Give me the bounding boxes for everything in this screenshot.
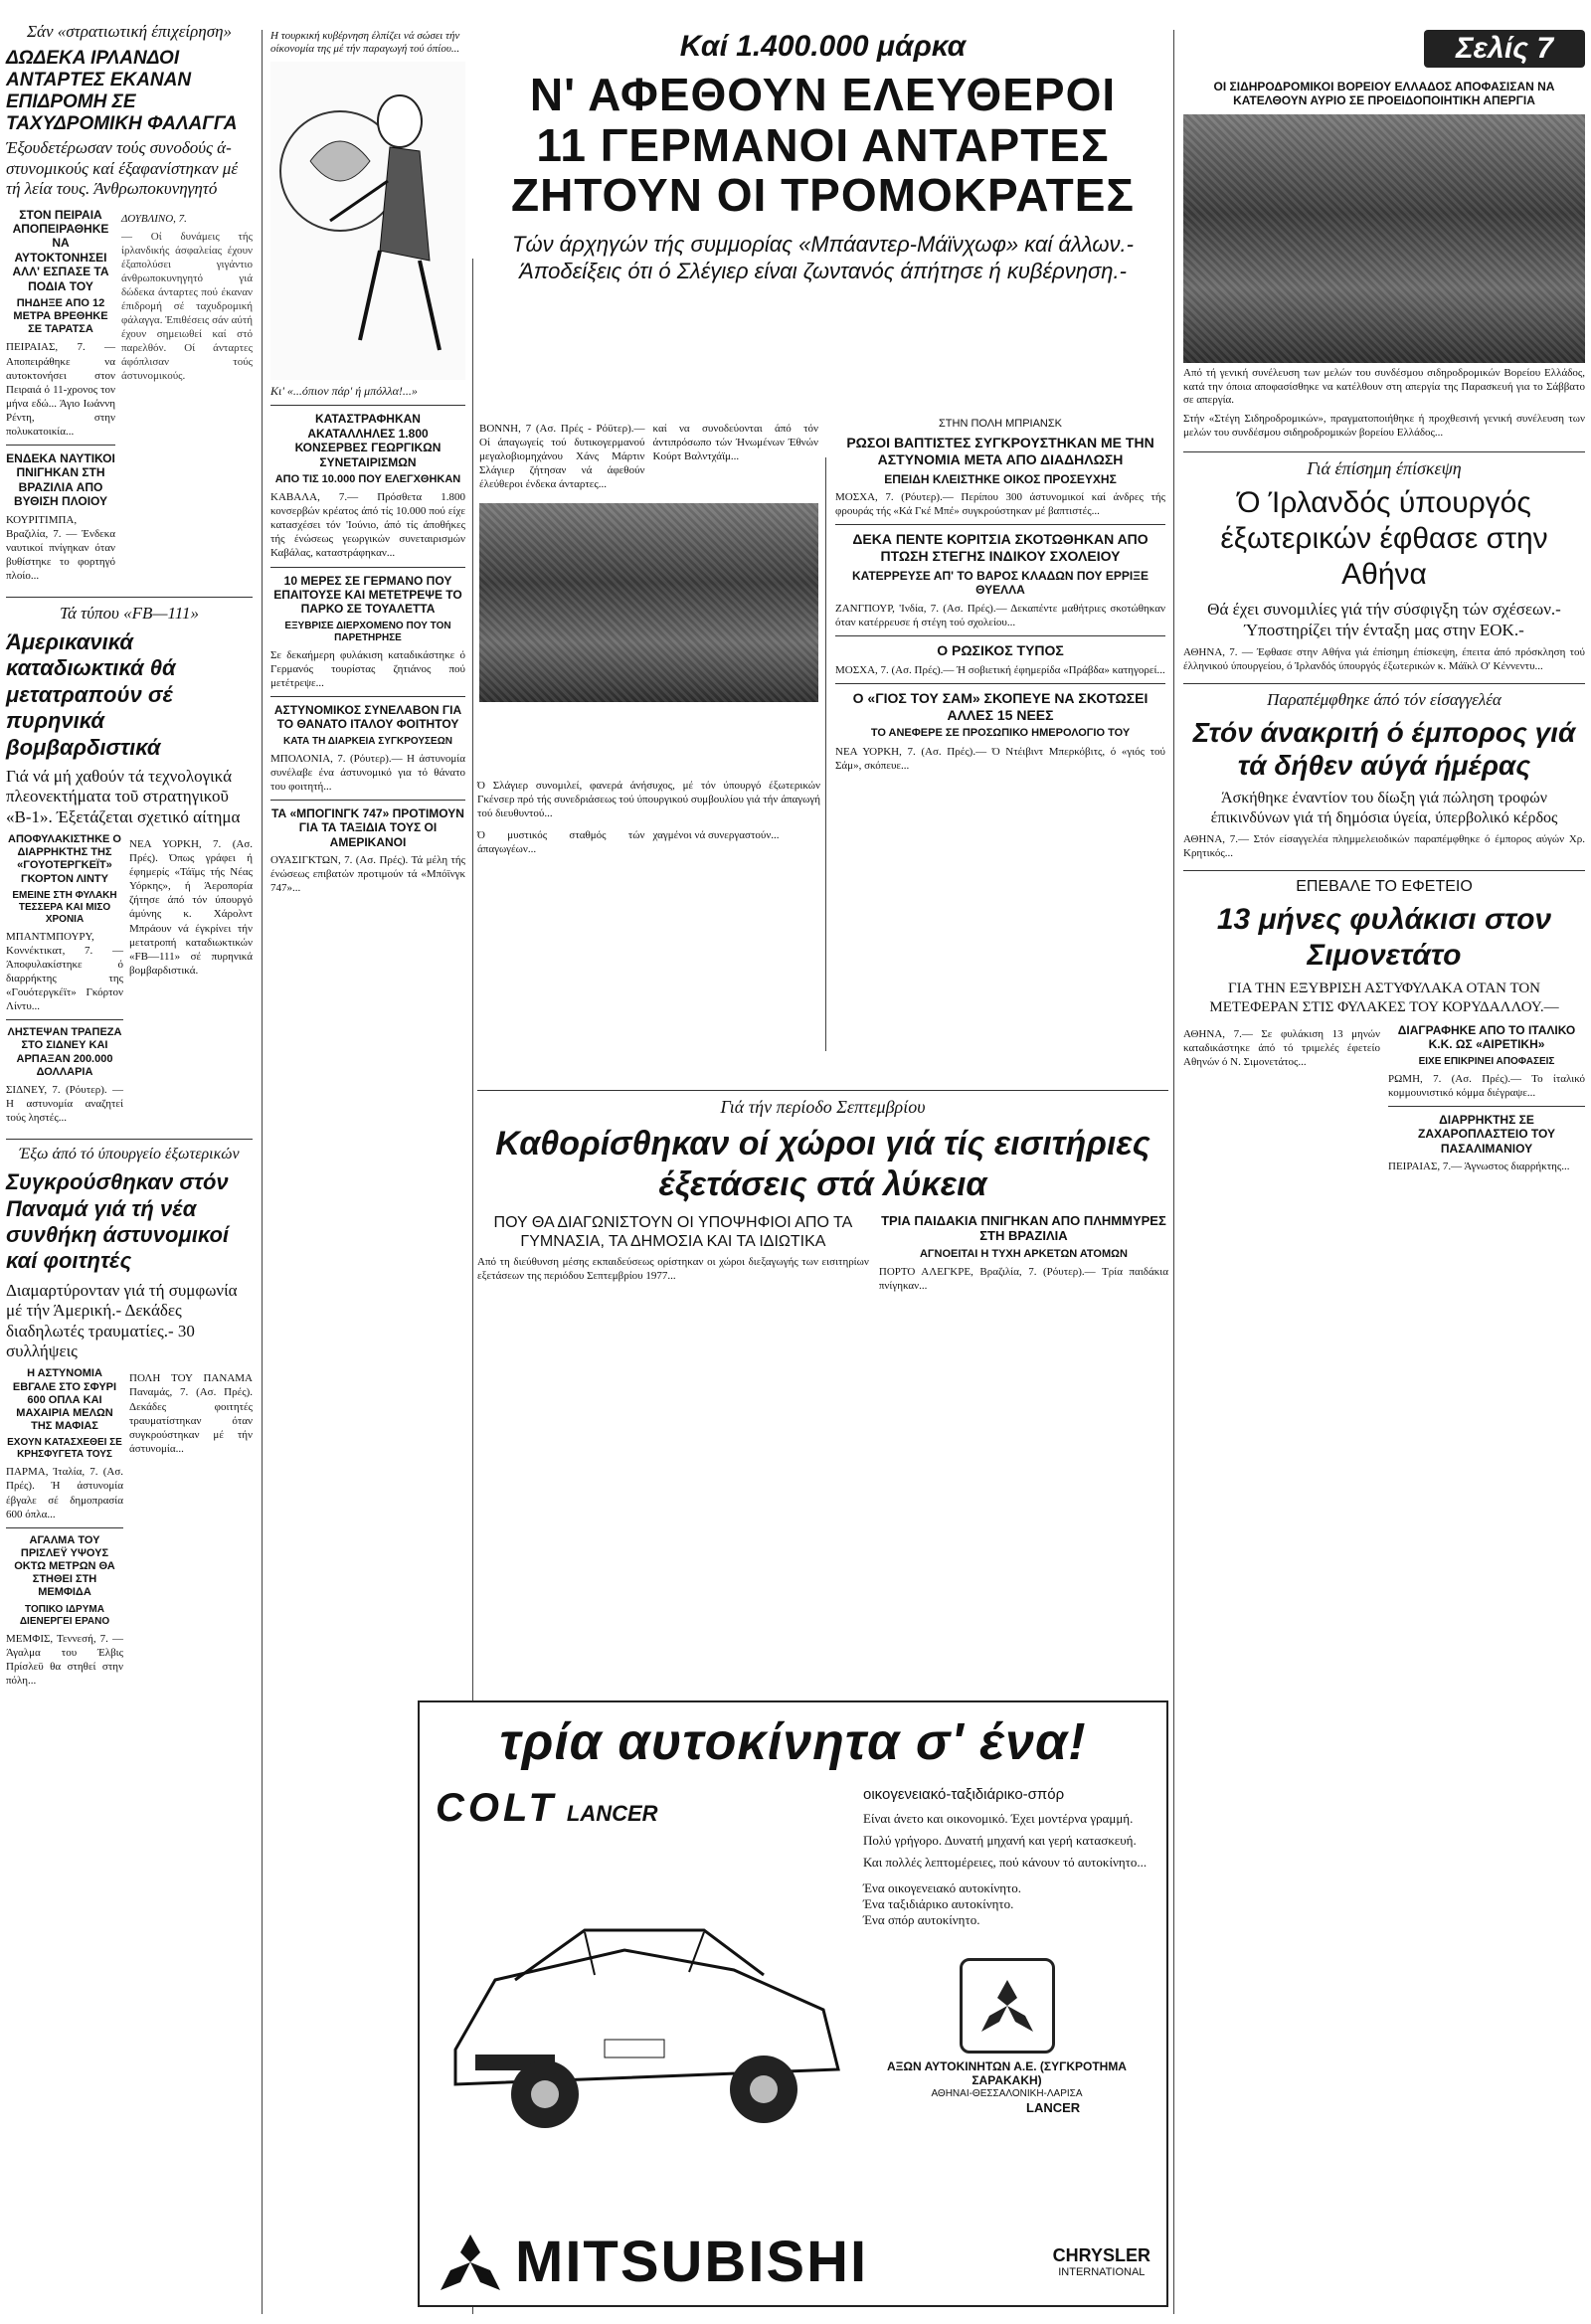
ad-chrysler-sub: INTERNATIONAL (1058, 2266, 1146, 2278)
brief-headline: ΔΙΑΓΡΑΦΗΚΕ ΑΠΟ ΤΟ ΙΤΑΛΙΚΟ Κ.Κ. ΩΣ «ΑΙΡΕΤΙΚΗ» (1397, 1022, 1576, 1052)
story-headline: 13 μήνες φυλάκισι στον Σιμονετάτο (1216, 903, 1552, 973)
brief-headline: ΑΠΟΦΥΛΑΚΙΣΤΗΚΕ Ο ΔΙΑΡΡΗΚΤΗΣ ΤΗΣ «ΓΟΥΟΤΕΡΓΚΕΪΤ» ΓΚΟΡΤΟΝ ΛΙΝΤΥ (8, 833, 121, 885)
story-deck: ΓΙΑ ΤΗΝ ΕΞΥΒΡΙΣΗ ΑΣΤΥΦΥΛΑΚΑ ΟΤΑΝ ΤΟΝ ΜΕΤΕΦΕΡΑΝ ΣΤΙΣ ΦΥΛΑΚΕΣ ΤΟΥ ΚΟΡΥΔΑΛΛΟΥ.— (1209, 981, 1559, 1016)
brief-subhead: ΑΠΟ ΤΙΣ 10.000 ΠΟΥ ΕΛΕΓΧΘΗΚΑΝ (274, 472, 461, 485)
brief-text: ΝΕΑ ΥΟΡΚΗ, 7. (Ασ. Πρές).— Ό Ντέιβιντ Μπερκόβιτς, ό «γιός τού Σάμ», σκόπευε... (835, 745, 1165, 772)
brief-text: Σε δεκαήμερη φυλάκιση καταδικάστηκε ό Γερμανός τουρίστας ζητιάνος πού μετέτρεψε... (270, 648, 465, 689)
story-kicker: Παραπέμφθηκε άπό τόν είσαγγελέα (1267, 689, 1502, 709)
main-headline-line: ΖΗΤΟΥΝ ΟΙ ΤΡΟΜΟΚΡΑΤΕΣ (510, 169, 1136, 222)
column-1 (0, 0, 257, 2324)
ad-model-colt: COLT (436, 1786, 557, 1830)
car-drawing (436, 1861, 853, 2159)
exams-text: Από τη διεύθυνση μέσης εκπαιδεύσεως ορίστηκαν οι χώροι διεξαγωγής των εισιτηρίων εξετάσεων της περιόδου Σεπτεμβρίου 1977... (477, 1255, 869, 1283)
story-byline: ΔΟΥΒΛΙΝΟ, 7. (121, 212, 187, 225)
brief-text: ΠΕΙΡΑΙΑΣ, 7.— Άγνωστος διαρρήκτης... (1388, 1160, 1570, 1172)
main-photo-caption: Ό Σλάγιερ συνομιλεί, φανερά άνήσυχος, μέ τόν ύπουργό έξωτερικών Γκένσερ πρό τής συνεδριάσεως τού ύπουργικού συμβουλίου γιά τήν άπαγωγή τού διευθυντού... (477, 780, 820, 819)
brief-text: ΠΕΙΡΑΙΑΣ, 7. — Αποπειράθηκε να αυτοκτονήσει στον Πειραιά ό 11-χρονος τον μήνα εδώ... Άγιο Ιωάννη Ρέντη, στην πολυκατοικία... (6, 341, 115, 438)
mitsubishi-ad (418, 1700, 1168, 2307)
ad-copy-line: Είναι άνετο και οικονομικό. Έχει μοντέρνα γραμμή. (863, 1811, 1134, 1826)
main-kicker: Καί 1.400.000 μάρκα (679, 30, 967, 63)
strike-photo-caption: Από τή γενική συνέλευση των μελών του συνδέσμου σιδηροδρομικών Βορείου Ελλάδος, κατά την όποια αποφασίσθηκε να κατέλθουν στη απεργία της Παρασκευή για το Σάββατο σε απεργία. (1183, 366, 1585, 407)
brief-text: ΜΟΣΧΑ, 7. (Ρόυτερ).— Περίπου 300 άστυνομικοί καί άνδρες τής φρουράς τής «Κά Γκέ Μπέ» συγκρούστηκαν μέ βαπτιστές... (835, 491, 1165, 518)
mitsubishi-logo-icon (436, 2233, 505, 2292)
diamond-logo-icon (977, 1976, 1037, 2036)
brief-subhead: ΤΟΠΙΚΟ ΙΔΡΥΜΑ ΔΙΕΝΕΡΓΕΙ ΕΡΑΝΟ (19, 1603, 110, 1627)
ad-copy-line: Και πολλές λεπτομέρειες, πού κάνουν τό αυτοκίνητο... (863, 1855, 1148, 1870)
brief-subhead: ΕΙΧΕ ΕΠΙΚΡΙΝΕΙ ΑΠΟΦΑΣΕΙΣ (1418, 1055, 1555, 1067)
main-text: χαγμένοι νά συνεργαστούν... (652, 829, 780, 842)
filler-text: — Οί δυνάμεις τής ίρλανδικής άσφαλείας έχουν έξαπολύσει γιγάντιο άνθρωποκυνηγητό γιά δώδεκα άνταρτες πού έκαναν έπιδρομή σέ ταχυδρομική φάλαγγα. Έπιθέσεις σάν αύτή έχουν σημειωθεί καί στό παρελθόν. Οί άνταρτες άφόπλισαν τούς άστυνομικούς. (121, 230, 253, 383)
story-deck: Διαμαρτύρονταν γιά τή συμφωνία μέ τήν Άμερική.- Δεκάδες διαδηλωτές τραυματίες.- 30 συλλήψεις (6, 1280, 238, 1361)
ad-copy-line: Πολύ γρήγορο. Δυνατή μηχανή και γερή κατασκευή. (863, 1833, 1137, 1848)
main-headline-line: 11 ΓΕΡΜΑΝΟΙ ΑΝΤΑΡΤΕΣ (536, 118, 1110, 171)
main-headline (477, 70, 1168, 221)
story-kicker: ΕΠΕΒΑΛΕ ΤΟ ΕΦΕΤΕΙΟ (1296, 878, 1473, 896)
brief-subhead: ΕΧΟΥΝ ΚΑΤΑΣΧΕΘΕΙ ΣΕ ΚΡΗΣΦΥΓΕΤΑ ΤΟΥΣ (7, 1437, 122, 1461)
exams-subhead: ΠΟΥ ΘΑ ΔΙΑΓΩΝΙΣΤΟΥΝ ΟΙ ΥΠΟΨΗΦΙΟΙ ΑΠΟ ΤΑ ΓΥΜΝΑΣΙΑ, ΤΑ ΔΗΜΟΣΙΑ ΚΑΙ ΤΑ ΙΔΙΩΤΙΚΑ (493, 1213, 853, 1250)
ad-headline: τρία αυτοκίνητα σ' ένα! (499, 1713, 1087, 1771)
brief-subhead: ΑΓΝΟΕΙΤΑΙ Η ΤΥΧΗ ΑΡΚΕΤΩΝ ΑΤΟΜΩΝ (919, 1247, 1128, 1260)
story-text: ΑΘΗΝΑ, 7. — Έφθασε στην Αθήνα γιά έπίσημη έπίσκεψη, έπειτα άπό πρόσκληση τού έλληνικού ύπουργείου, ό Ίρλανδός ύπουργός έξωτερικών κ. Μάϊκλ Ο' Κέννεντυ... (1183, 645, 1585, 672)
brief-text: ΣΙΔΝΕΥ, 7. (Ρόυτερ). — Η αστυνομία αναζητεί τούς ληστές... (6, 1084, 123, 1125)
brief-headline: Η ΑΣΤΥΝΟΜΙΑ ΕΒΓΑΛΕ ΣΤΟ ΣΦΥΡΙ 600 ΟΠΛΑ ΚΑΙ ΜΑΧΑΙΡΙΑ ΜΕΛΩΝ ΤΗΣ ΜΑΦΙΑΣ (12, 1367, 117, 1433)
brief-text: ΡΩΜΗ, 7. (Ασ. Πρές).— Το ίταλικό κομμουνιστικό κόμμα διέγραψε... (1388, 1072, 1585, 1099)
story-text: ΑΘΗΝΑ, 7.— Στόν είσαγγελέα πλημμελειοδικών παραπέμφθηκε ό έμπορος αύγών Χρ. Κρητικός... (1183, 833, 1585, 860)
brief-subhead: ΚΑΤΑ ΤΗ ΔΙΑΡΚΕΙΑ ΣΥΓΚΡΟΥΣΕΩΝ (283, 735, 452, 747)
story-kicker: Έξω άπό τό ύπουργείο έξωτερικών (19, 1146, 240, 1163)
story-kicker: Τά τύπου «FB—111» (60, 603, 199, 623)
brief-text: ΖΑΝΓΠΟΥΡ, 'Ινδία, 7. (Ασ. Πρές).— Δεκαπέντε μαθήτριες σκοτώθηκαν όταν κατέρρευσε ή στέγη τού σχολείου... (835, 602, 1165, 628)
ad-model-lancer: LANCER (566, 1801, 658, 1826)
main-deck: Τών άρχηγών τής συμμορίας «Μπάαντερ-Μάϊνχωφ» καί άλλων.- Άποδείξεις ότι ό Σλέγιερ είναι ζωντανός άπήτησε ή κυβέρνηση.- (512, 231, 1134, 284)
brief-headline: ΑΣΤΥΝΟΜΙΚΟΣ ΣΥΝΕΛΑΒΟΝ ΓΙΑ ΤΟ ΘΑΝΑΤΟ ΙΤΑΛΟΥ ΦΟΙΤΗΤΟΥ (273, 702, 462, 732)
brief-headline: ΛΗΣΤΕΨΑΝ ΤΡΑΠΕΖΑ ΣΤΟ ΣΙΔΝΕΥ ΚΑΙ ΑΡΠΑΞΑΝ 200.000 ΔΟΛΛΑΡΙΑ (7, 1026, 122, 1078)
main-photo (479, 503, 818, 702)
brief-headline: ΤΡΙΑ ΠΑΙΔΑΚΙΑ ΠΝΙΓΗΚΑΝ ΑΠΟ ΠΛΗΜΜΥΡΕΣ ΣΤΗ ΒΡΑΖΙΛΙΑ (881, 1212, 1166, 1244)
brief-text: ΜΠΑΝΤΜΠΟΥΡΥ, Κοννέκτικατ, 7. — Άποφυλακίστηκε ό διαρρήκτης της «Γουότεργκέϊτ» Γκόρτον Λίντυ... (6, 930, 123, 1013)
story-kicker: Σάν «στρατιωτική έπιχείρηση» (26, 22, 233, 41)
story-headline: Ό Ίρλανδός ύπουργός έξωτερικών έφθασε στην Αθήνα (1220, 486, 1548, 592)
story-deck: Έξουδετέρωσαν τούς συνοδούς ά-στυνομικούς καί έξαφανίστηκαν μέ τή λεία τους. Άνθρωποκυνηγητό (6, 138, 239, 199)
brief-text: ΟΥΑΣΙΓΚΤΩΝ, 7. (Ασ. Πρές). Τά μέλη τής ένώσεως επιβατών προτιμούν τά «Μπόϊνγκ 747»... (270, 854, 465, 895)
main-text: ΒΟΝΝΗ, 7 (Ασ. Πρές - Ρόϋτερ).— Οί άπαγωγείς τού δυτικογερμανού μεγαλοβιομηχάνου Χάνς Μάρτιν Σλάγιερ ζήτησαν νά άφεθούν έλεύθεροι ένδεκα άνταρτες... (479, 423, 645, 491)
story-kicker: Γιά έπίσημη έπίσκεψη (1307, 458, 1462, 479)
strike-photo (1183, 114, 1585, 363)
brief-subhead: ΚΑΤΕΡΡΕΥΣΕ ΑΠ' ΤΟ ΒΑΡΟΣ ΚΛΑΔΩΝ ΠΟΥ ΕΡΡΙΞΕ ΘΥΕΛΛΑ (852, 568, 1149, 598)
brief-text: ΚΑΒΑΛΑ, 7.— Πρόσθετα 1.800 κονσερβών κρέατος άπό τίς 10.000 πού είχε κατασχέσει τόν 'Ιούνιο, άπό τίς άποθήκες τής ένώσεως γεωργικών συνεταιρισμών Καβάλας, καταστράφηκαν... (270, 491, 465, 560)
cartoon-top-text: Η τουρκική κυβέρνηση έλπίζει νά σώσει τήν οίκονομία της μέ τήν παραγωγή τού όπίου... (270, 30, 460, 56)
brief-text: ΜΟΣΧΑ, 7. (Ασ. Πρές).— Ή σοβιετική έφημερίδα «Πράβδα» κατηγορεί... (835, 663, 1165, 676)
brief-subhead: ΕΠΕΙΔΗ ΚΛΕΙΣΤΗΚΕ ΟΙΚΟΣ ΠΡΟΣΕΥΧΗΣ (884, 471, 1117, 486)
main-story (477, 30, 1168, 285)
story-headline: Συγκρούσθηκαν στόν Παναμά γιά τή νέα συνθήκη άστυνομικοί καί φοιτητές (6, 1169, 230, 1274)
ad-copy-line: Ένα σπόρ αυτοκίνητο. (863, 1912, 980, 1927)
cartoon-caption: Κι' «...όπιον πάρ' ή μπόλλα!...» (270, 384, 418, 399)
story-text: ΠΟΛΗ ΤΟΥ ΠΑΝΑΜΑ Παναμάς, 7. (Ασ. Πρές). Δεκάδες φοιτητές τραυματίστηκαν όταν συγκρούστηκαν μέ τήν άστυνομία... (129, 1372, 253, 1455)
main-headline-line: Ν' ΑΦΕΘΟΥΝ ΕΛΕΥΘΕΡΟΙ (529, 69, 1117, 120)
column-5 (1179, 0, 1587, 2324)
brief-subhead: ΕΜΕΙΝΕ ΣΤΗ ΦΥΛΑΚΗ ΤΕΣΣΕΡΑ ΚΑΙ ΜΙΣΟ ΧΡΟΝΙΑ (12, 889, 117, 925)
brief-text: ΠΑΡΜΑ, Ίταλία, 7. (Ασ. Πρές). Ή άστυνομία έβγαλε σέ δημοπρασία 600 όπλα... (6, 1466, 123, 1520)
brief-text: ΜΕΜΦΙΣ, Τεννεσή, 7. — Άγαλμα του Έλβις Πρίσλεϋ θα στηθεί στην πόλη... (6, 1632, 123, 1687)
brief-headline: Ο ΡΩΣΙΚΟΣ ΤΥΠΟΣ (937, 641, 1064, 658)
ad-brand: MITSUBISHI (515, 2230, 869, 2294)
story-headline: ΔΩΔΕΚΑ ΙΡΛΑΝΔΟΙ ΑΝΤΑΡΤΕΣ ΕΚΑΝΑΝ ΕΠΙΔΡΟΜΗ ΣΕ ΤΑΧΥΔΡΟΜΙΚΗ ΦΑΛΑΓΓΑ (6, 48, 238, 134)
brief-text: ΠΟΡΤΟ ΑΛΕΓΚΡΕ, Βραζιλία, 7. (Ρόυτερ).— Τρία παιδάκια πνίγηκαν... (878, 1265, 1168, 1293)
brief-subhead: ΕΞΥΒΡΙΣΕ ΔΙΕΡΧΟΜΕΝΟ ΠΟΥ ΤΟΝ ΠΑΡΕΤΗΡΗΣΕ (284, 620, 451, 643)
brief-text: ΜΠΟΛΟΝΙΑ, 7. (Ρόυτερ).— Η άστυνομία συνέλαβε ένα άστυνομικό για τό θάνατο του φοιτητή... (270, 752, 465, 793)
story-deck: Θά έχει συνομιλίες γιά τήν σύσφιγξη τών σχέσεων.- Ύποστηρίζει τήν ένταξη μας στην ΕΟΚ.- (1207, 600, 1561, 640)
ad-dealer-sub: ΑΘΗΝΑΙ-ΘΕΣΣΑΛΟΝΙΚΗ-ΛΑΡΙΣΑ (931, 2087, 1083, 2099)
exams-headline: Καθορίσθηκαν οί χώροι γιά τίς εισιτήριες έξετάσεις στά λύκεια (495, 1125, 1150, 1203)
brief-headline: ΚΑΤΑΣΤΡΑΦΗΚΑΝ ΑΚΑΤΑΛΛΗΛΕΣ 1.800 ΚΟΝΣΕΡΒΕΣ ΓΕΩΡΓΙΚΩΝ ΣΥΝΕΤΑΙΡΙΣΜΩΝ (294, 412, 442, 469)
strike-text: Στήν «Στέγη Σιδηροδρομικών», πραγματοποιήθηκε ή προχθεσινή γενική συνέλευση των μελών του συνδέσμου σιδηροδρομικών βορείου Ελλάδος... (1183, 413, 1585, 440)
story-headline: Στόν άνακριτή ό έμπορος γιά τά δήθεν αύγά ήμέρας (1192, 716, 1576, 782)
ad-dealer-logo (960, 1958, 1055, 2054)
exams-story (477, 1084, 1168, 1297)
brief-headline: ΕΝΔΕΚΑ ΝΑΥΤΙΚΟΙ ΠΝΙΓΗΚΑΝ ΣΤΗ ΒΡΑΖΙΛΙΑ ΑΠΟ ΒΥΘΙΣΗ ΠΛΟΙΟΥ (6, 451, 115, 509)
story-text: ΝΕΑ ΥΟΡΚΗ, 7. (Ασ. Πρές). Όπως γράφει ή έφημερίς «Τάϊμς τής Νέας Υόρκης», ή Άεροπορία ζήτησε άπό τόν ύπουργό άμύνης κ. Χάρολντ Μπράουν νά έγκρίνει τήν μετατροπή καταδιωκτικών «FB—111» σέ πυρηνικά βομβαρδιστικά. (129, 838, 253, 977)
exams-kicker: Γιά τήν περίοδο Σεπτεμβρίου (720, 1097, 926, 1117)
ad-plate: LANCER (1026, 2100, 1081, 2115)
story-deck: Άσκήθηκε έναντίον του δίωξη γιά πώληση τροφών έπικινδύνων γιά τή δημόσια ύγεία, ύπερβολικό κέρδος (1210, 790, 1558, 827)
brief-subhead: ΠΗΔΗΞΕ ΑΠΟ 12 ΜΕΤΡΑ ΒΡΕΘΗΚΕ ΣΕ ΤΑΡΑΤΣΑ (13, 296, 108, 336)
ad-copy-line: Ένα ταξιδιάρικο αυτοκίνητο. (863, 1896, 1014, 1911)
photo-headline: ΟΙ ΣΙΔΗΡΟΔΡΟΜΙΚΟΙ ΒΟΡΕΙΟΥ ΕΛΛΑΔΟΣ ΑΠΟΦΑΣΙΣΑΝ ΝΑ ΚΑΤΕΛΘΟΥΝ ΑΥΡΙΟ ΣΕ ΠΡΟΕΙΔΟΠΟΙΗΤΙΚΗ ΑΠΕΡΓΙΑ (1213, 80, 1555, 108)
page-number-badge: Σελίς 7 (1424, 30, 1585, 68)
brief-headline: ΡΩΣΟΙ ΒΑΠΤΙΣΤΕΣ ΣΥΓΚΡΟΥΣΤΗΚΑΝ ΜΕ ΤΗΝ ΑΣΤΥΝΟΜΙΑ ΜΕΤΑ ΑΠΟ ΔΙΑΔΗΛΩΣΗ (846, 435, 1154, 467)
brief-eyebrow: ΣΤΗΝ ΠΟΛΗ ΜΠΡΙΑΝΣΚ (938, 418, 1063, 430)
brief-headline: ΔΙΑΡΡΗΚΤΗΣ ΣΕ ΖΑΧΑΡΟΠΛΑΣΤΕΙΟ ΤΟΥ ΠΑΣΑΛΙΜΑΝΙΟΥ (1418, 1112, 1555, 1156)
brief-headline: Ο «ΓΙΟΣ ΤΟΥ ΣΑΜ» ΣΚΟΠΕΥΕ ΝΑ ΣΚΟΤΩΣΕΙ ΑΛΛΕΣ 15 ΝΕΕΣ (852, 689, 1149, 723)
ad-chrysler: CHRYSLER (1052, 2245, 1150, 2265)
brief-headline: ΣΤΟΝ ΠΕΙΡΑΙΑ ΑΠΟΠΕΙΡΑΘΗΚΕ ΝΑ ΑΥΤΟΚΤΟΝΗΣΕΙ ΑΛΛ' ΕΣΠΑΣΕ ΤΑ ΠΟΔΙΑ ΤΟΥ (12, 207, 109, 293)
brief-headline: ΔΕΚΑ ΠΕΝΤΕ ΚΟΡΙΤΣΙΑ ΣΚΟΤΩΘΗΚΑΝ ΑΠΟ ΠΤΩΣΗ ΣΤΕΓΗΣ ΙΝΔΙΚΟΥ ΣΧΟΛΕΙΟΥ (852, 531, 1149, 565)
cartoon-image (270, 62, 465, 380)
ad-copy-line: Ένα οικογενειακό αυτοκίνητο. (863, 1880, 1022, 1895)
story-deck: Γιά νά μή χαθούν τά τεχνολογικά πλεονεκτήματα τοῦ στρατηγικοῦ «Β-1». Έξετάζεται σχετικό αίτημα (6, 766, 241, 826)
cartoon-drawing (270, 62, 465, 380)
story-text: ΑΘΗΝΑ, 7.— Σε φυλάκιση 13 μηνών καταδικάστηκε άπό τό τριμελές έφετείο Αθηνών ό Ν. Σιμονετάτος... (1183, 1027, 1380, 1069)
story-headline: Άμερικανικά καταδιωκτικά θά μετατραπούν σέ πυρηνικά βομβαρδιστικά (6, 628, 176, 760)
brief-headline: 10 ΜΕΡΕΣ ΣΕ ΓΕΡΜΑΝΟ ΠΟΥ ΕΠΑΙΤΟΥΣΕ ΚΑΙ ΜΕΤΕΤΡΕΨΕ ΤΟ ΠΑΡΚΟ ΣΕ ΤΟΥΑΛΕΤΤΑ (273, 573, 462, 617)
ad-dealer: ΑΞΩΝ ΑΥΤΟΚΙΝΗΤΩΝ Α.Ε. (ΣΥΓΚΡΟΤΗΜΑ ΣΑΡΑΚΑΚΗ) (887, 2059, 1127, 2088)
main-text: καί να συνοδεύονται άπό τόν άντιπρόσωπο τών Ήνωμένων Έθνών Κούρτ Βαλντχάϊμ... (652, 423, 818, 463)
brief-headline: ΤΑ «ΜΠΟΓΙΝΓΚ 747» ΠΡΟΤΙΜΟΥΝ ΓΙΑ ΤΑ ΤΑΞΙΔΙΑ ΤΟΥΣ ΟΙ ΑΜΕΡΙΚΑΝΟΙ (271, 805, 464, 849)
brief-subhead: ΤΟ ΑΝΕΦΕΡΕ ΣΕ ΠΡΟΣΩΠΙΚΟ ΗΜΕΡΟΛΟΓΙΟ ΤΟΥ (870, 727, 1131, 740)
brief-text: ΚΟΥΡΙΤΙΜΠΑ, Βραζιλία, 7. — Ένδεκα ναυτικοί πνίγηκαν όταν βυθίστηκε το φορτηγό πλοίο... (6, 513, 115, 582)
main-text: Ό μυστικός σταθμός τών άπαγωγέων... (477, 829, 645, 856)
brief-headline: ΑΓΑΛΜΑ ΤΟΥ ΠΡΙΣΛΕΫ ΥΨΟΥΣ ΟΚΤΩ ΜΕΤΡΩΝ ΘΑ ΣΤΗΘΕΙ ΣΤΗ ΜΕΜΦΙΔΑ (14, 1533, 115, 1599)
ad-tagline: οικογενειακό-ταξιδιάρικο-σπόρ (863, 1786, 1065, 1803)
